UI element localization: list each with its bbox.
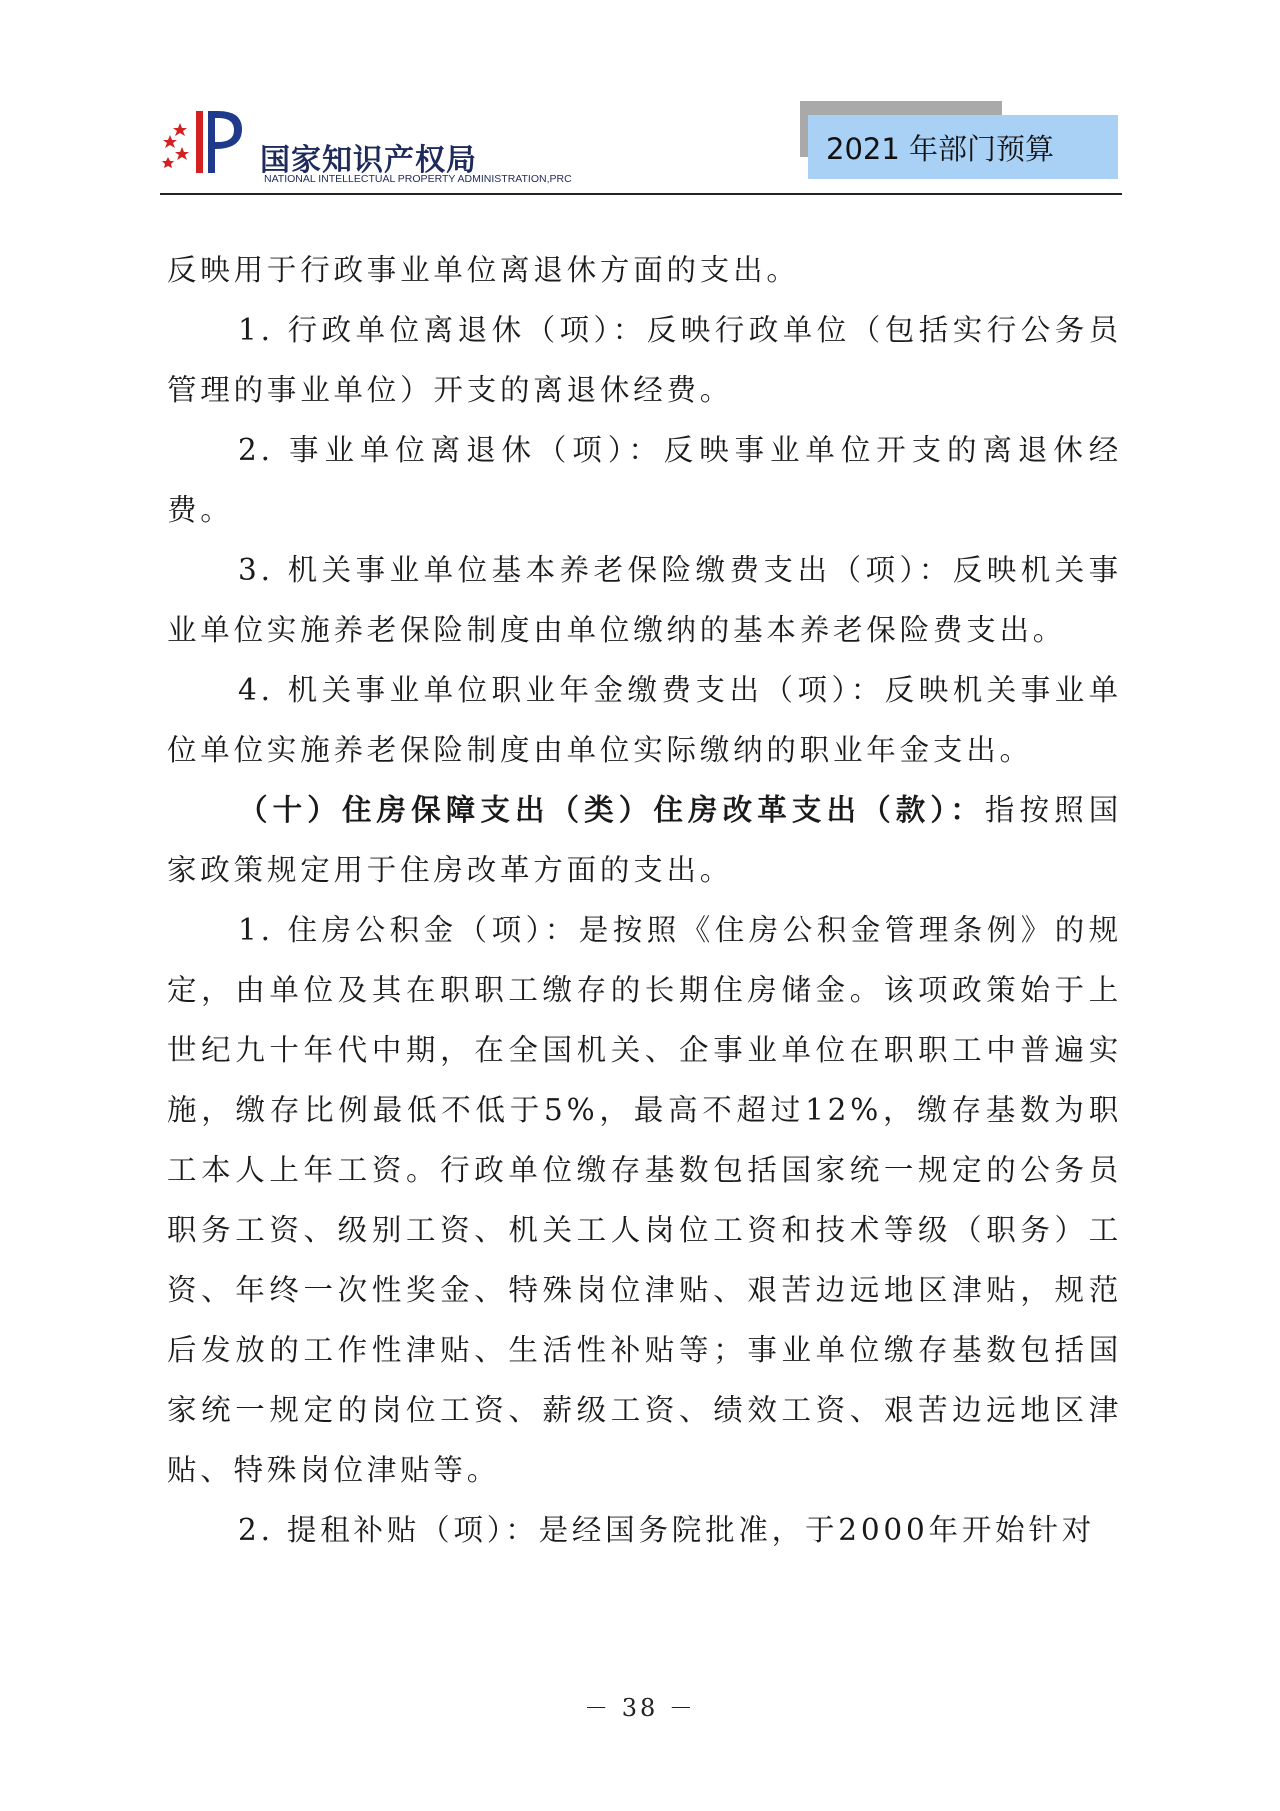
section-heading-paragraph bbox=[167, 780, 1122, 900]
paragraph: 4. 机关事业单位职业年金缴费支出（项）：反映机关事业单位单位实施养老保险制度由单位实际缴纳的职业年金支出。 bbox=[167, 673, 1122, 767]
budget-year-badge: 2021 年部门预算 bbox=[808, 115, 1118, 179]
paragraph: 1. 行政单位离退休（项）：反映行政单位（包括实行公务员管理的事业单位）开支的离退休经费。 bbox=[167, 313, 1122, 407]
paragraph: 1. 住房公积金（项）：是按照《住房公积金管理条例》的规定，由单位及其在职职工缴存的长期住房储金。该项政策始于上世纪九十年代中期，在全国机关、企事业单位在职职工中普遍实施，缴存比例最低不低于5%，最高不超过12%，缴存基数为职工本人上年工资。行政单位缴存基数包括国家统一规定的公务员职务工资、级别工资、机关工人岗位工资和技术等级（职务）工资、年终一次性奖金、特殊岗位津贴、艰苦边远地区津贴，规范后发放的工作性津贴、生活性补贴等；事业单位缴存基数包括国家统一规定的岗位工资、薪级工资、绩效工资、艰苦边远地区津贴、特殊岗位津贴等。 bbox=[167, 913, 1122, 1487]
document-body bbox=[167, 240, 1122, 1560]
paragraph: 2. 事业单位离退休（项）：反映事业单位开支的离退休经费。 bbox=[167, 433, 1122, 527]
cnipa-emblem-icon bbox=[160, 105, 260, 185]
section-text: 指按照国家政策规定用于住房改革方面的支出。 bbox=[167, 793, 1122, 887]
page-number: － 38 － bbox=[584, 1694, 696, 1722]
header-divider bbox=[160, 193, 1122, 195]
cnipa-logo bbox=[160, 105, 590, 185]
logo-chinese-name: 国家知识产权局 bbox=[260, 143, 477, 178]
page-header bbox=[160, 95, 1120, 195]
paragraph: 2. 提租补贴（项）：是经国务院批准，于2000年开始针对 bbox=[238, 1513, 1096, 1547]
paragraph: 反映用于行政事业单位离退休方面的支出。 bbox=[167, 253, 800, 287]
section-heading: （十）住房保障支出（类）住房改革支出（款）： bbox=[238, 792, 985, 827]
paragraph: 3. 机关事业单位基本养老保险缴费支出（项）：反映机关事业单位实施养老保险制度由单位缴纳的基本养老保险费支出。 bbox=[167, 553, 1122, 647]
logo-english-name: NATIONAL INTELLECTUAL PROPERTY ADMINISTRATION,PRC bbox=[264, 173, 572, 185]
